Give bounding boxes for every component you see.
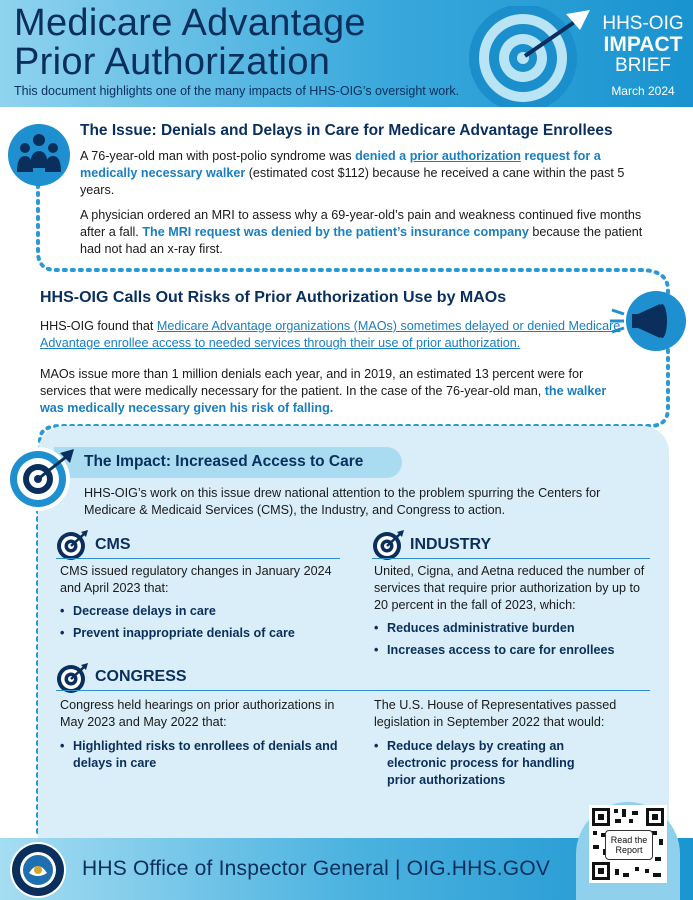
target-icon xyxy=(4,441,76,513)
cms-heading: CMS xyxy=(95,536,131,553)
cms-divider xyxy=(56,558,340,559)
cms-target-icon xyxy=(56,529,88,561)
issue-p1-walker: request for a medically necessary walker xyxy=(80,149,601,180)
risks-paragraph-finding xyxy=(40,318,630,352)
issue-p1-rest: (estimated cost $112) because he received a cane within the past 5 years. xyxy=(80,166,625,197)
people-group-icon xyxy=(8,124,70,186)
footer-org-url[interactable]: HHS Office of Inspector General | OIG.HHS.GOV xyxy=(82,857,551,880)
hhs-oig-seal-icon xyxy=(7,841,69,899)
issue-p2-denied: The MRI request was denied by the patient’s insurance company xyxy=(142,225,529,239)
title-line-1: Medicare Advantage xyxy=(14,2,366,44)
issue-heading: The Issue: Denials and Delays in Care for Medicare Advantage Enrollees xyxy=(80,122,613,139)
industry-target-icon xyxy=(372,529,404,561)
industry-bullet-list xyxy=(374,620,659,664)
prior-authorization-link[interactable]: prior authorization xyxy=(409,149,521,163)
congress-bullet-list-left xyxy=(60,738,340,777)
industry-bullet: • Reduces administrative burden xyxy=(374,620,659,637)
issue-paragraph-mri xyxy=(80,207,645,258)
brief-impact: IMPACT xyxy=(603,33,683,56)
risks-p1-text: HHS-OIG found that xyxy=(40,319,157,333)
brief-word: BRIEF xyxy=(615,55,671,76)
issue-paragraph-walker xyxy=(80,148,640,199)
risks-p2-highlight: the walker was medically necessary given his risk of falling. xyxy=(40,384,607,415)
congress-text-right: The U.S. House of Representatives passed legislation in September 2022 that would: xyxy=(374,698,617,729)
cms-bullet: • Prevent inappropriate denials of care xyxy=(60,625,340,642)
risks-paragraph-denials xyxy=(40,366,625,417)
header-banner xyxy=(0,0,693,107)
congress-text-left: Congress held hearings on prior authorizations in May 2023 and May 2022 that: xyxy=(60,698,335,729)
mao-report-link[interactable]: Medicare Advantage organizations (MAOs) sometimes delayed or denied Medicare Advantage enrollee access to needed services through their use of prior authorization. xyxy=(40,319,621,350)
congress-bullet-list-right xyxy=(374,738,599,794)
title-line-2: Prior Authorization xyxy=(14,41,331,83)
industry-text: United, Cigna, and Aetna reduced the number of services that require prior authorization by up to 20 percent in the fall of 2023, which: xyxy=(374,564,645,612)
issue-p2-text: A physician ordered an MRI to assess why a 69-year-old’s pain and weakness continued five months after a fall. xyxy=(80,208,642,239)
risks-p2-text: MAOs issue more than 1 million denials each year, and in 2019, an estimated 13 percent were for services that were medically necessary for the patient. In the case of the 76-year-old man, xyxy=(40,367,584,398)
brief-org: HHS-OIG xyxy=(602,13,684,34)
qr-label-line-2: Report xyxy=(615,845,643,855)
qr-label-line-1: Read the xyxy=(610,835,648,845)
cms-text: CMS issued regulatory changes in January 2024 and April 2023 that: xyxy=(60,564,332,595)
cms-bullet: • Decrease delays in care xyxy=(60,603,340,620)
impact-brief-label xyxy=(597,14,689,98)
congress-bullet: • Reduce delays by creating an electronic process for handling prior authorizations xyxy=(374,738,599,789)
issue-p1-text: A 76-year-old man with post-polio syndrome was xyxy=(80,149,356,163)
congress-heading: CONGRESS xyxy=(95,668,187,685)
page-title xyxy=(14,4,366,82)
congress-divider xyxy=(56,690,650,691)
issue-p2-rest: because the patient had not had an x-ray first. xyxy=(80,225,643,256)
industry-heading: INDUSTRY xyxy=(410,536,492,553)
header-subtitle: This document highlights one of the many impacts of HHS-OIG’s oversight work. xyxy=(14,84,460,98)
impact-intro: HHS-OIG’s work on this issue drew national attention to the problem spurring the Centers for Medicare & Medicaid Services (CMS), the Industry, and Congress to action. xyxy=(84,486,601,517)
industry-bullet: • Increases access to care for enrollees xyxy=(374,642,659,659)
read-the-report-badge[interactable] xyxy=(605,830,653,860)
industry-divider xyxy=(372,558,650,559)
cms-bullet-list xyxy=(60,603,340,647)
target-arrow-icon xyxy=(468,6,593,107)
impact-heading: The Impact: Increased Access to Care xyxy=(84,453,364,470)
congress-bullet: • Highlighted risks to enrollees of denials and delays in care xyxy=(60,738,340,772)
issue-p1-denied: denied a xyxy=(355,149,410,163)
risks-heading: HHS-OIG Calls Out Risks of Prior Authorization Use by MAOs xyxy=(40,289,507,306)
brief-date: March 2024 xyxy=(611,84,675,98)
